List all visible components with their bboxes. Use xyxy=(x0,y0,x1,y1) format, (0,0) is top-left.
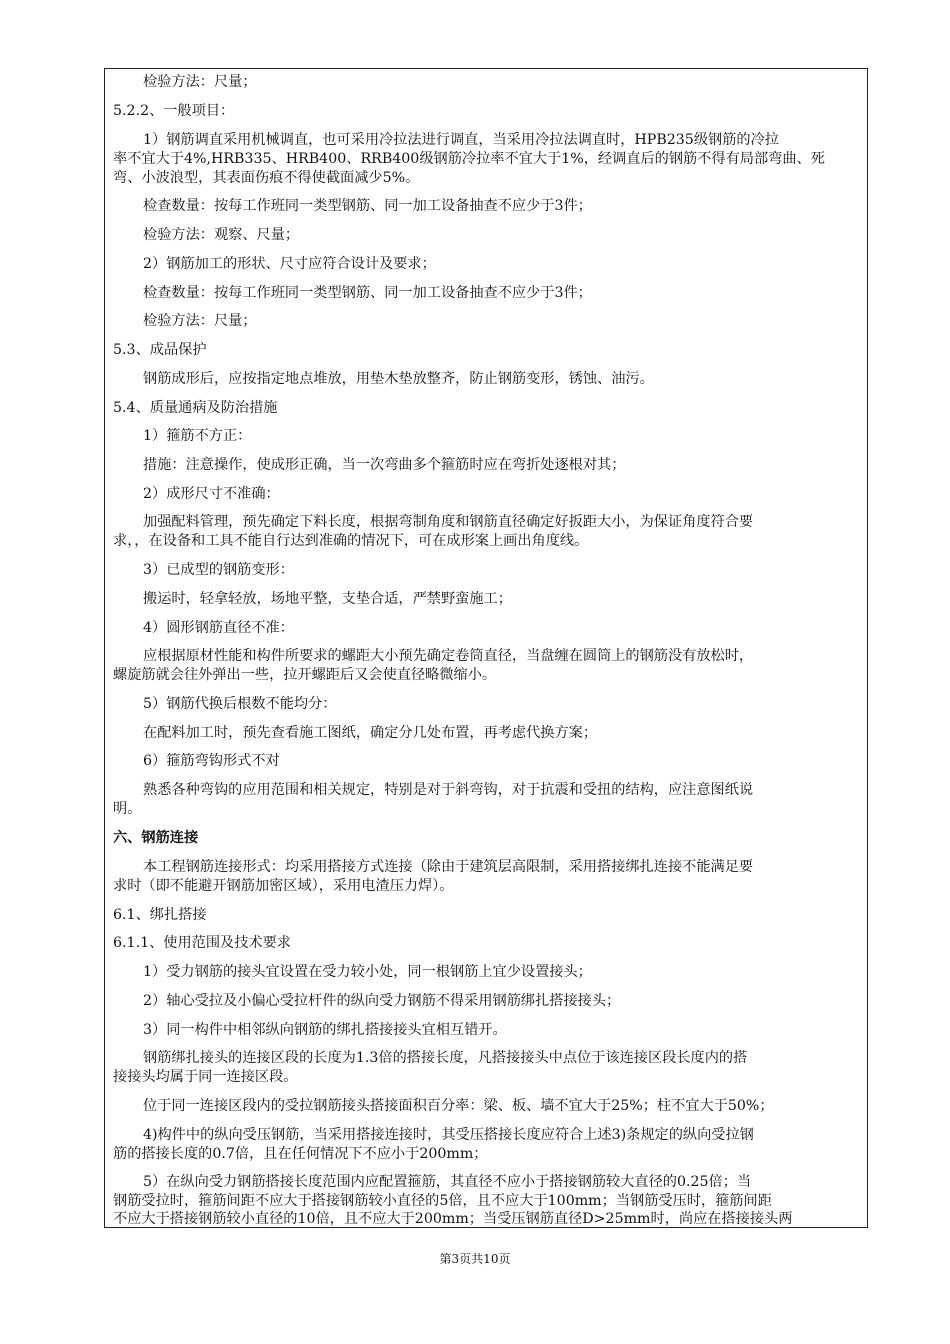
text-line: 1）受力钢筋的接头宜设置在受力较小处，同一根钢筋上宜少设置接头； xyxy=(143,964,592,980)
text-line: 5）钢筋代换后根数不能均分： xyxy=(143,696,337,712)
text-line: 1）钢筋调直采用机械调直，也可采用冷拉法进行调直，当采用冷拉法调直时，HPB235级钢筋的冷拉 xyxy=(143,132,779,148)
text-line: 4）圆形钢筋直径不准： xyxy=(143,620,294,636)
text-line: 6）箍筋弯钩形式不对 xyxy=(143,753,280,769)
text-line: 2）钢筋加工的形状、尺寸应符合设计及要求； xyxy=(143,256,436,272)
section-heading: 5.3、成品保护 xyxy=(113,342,207,358)
text-line: 熟悉各种弯钩的应用范围和相关规定，特别是对于斜弯钩，对于抗震和受扭的结构，应注意图纸说 xyxy=(143,782,754,798)
text-line: 检验方法：尺量； xyxy=(143,313,257,329)
text-line: 1）箍筋不方正： xyxy=(143,428,252,444)
text-line: 钢筋绑扎接头的连接区段的长度为1.3倍的搭接长度，凡搭接接头中点位于该连接区段长度内的搭 xyxy=(143,1050,748,1066)
text-line: 接接头均属于同一连接区段。 xyxy=(113,1069,298,1085)
text-line: 弯、小波浪型，其表面伤痕不得使截面减少5%。 xyxy=(113,170,420,186)
page-footer: 第3页共10页 xyxy=(439,1252,511,1266)
section-heading: 5.2.2、一般项目： xyxy=(113,103,235,119)
text-line: 本工程钢筋连接形式：均采用搭接方式连接（除由于建筑层高限制，采用搭接绑扎连接不能满足要 xyxy=(143,859,754,875)
text-line: 3）已成型的钢筋变形： xyxy=(143,562,294,578)
text-line: 2）轴心受拉及小偏心受拉杆件的纵向受力钢筋不得采用钢筋绑扎搭接接头； xyxy=(143,993,621,1009)
text-line: 在配料加工时，预先查看施工图纸，确定分几处布置，再考虑代换方案； xyxy=(143,725,598,741)
text-line: 检查数量：按每工作班同一类型钢筋、同一加工设备抽查不应少于3件； xyxy=(143,285,592,301)
document-frame xyxy=(104,68,868,1228)
text-line: 螺旋筋就会往外弹出一些，拉开螺距后又会使直径略微缩小。 xyxy=(113,667,497,683)
text-line: 明。 xyxy=(113,801,142,817)
text-line: 求，，在设备和工具不能自行达到准确的情况下，可在成形案上画出角度线。 xyxy=(113,533,589,549)
text-line: 4)构件中的纵向受压钢筋，当采用搭接连接时，其受压搭接长度应符合上述3)条规定的纵向受拉钢 xyxy=(143,1127,754,1143)
text-line: 不应大于搭接钢筋较小直径的10倍，且不应大于200mm；当受压钢筋直径D>25mm时，尚应在搭接接头两 xyxy=(113,1211,793,1227)
text-line: 加强配料管理，预先确定下料长度，根据弯制角度和钢筋直径确定好扳距大小，为保证角度符合要 xyxy=(143,514,754,530)
text-line: 求时（即不能避开钢筋加密区域），采用电渣压力焊）。 xyxy=(113,878,454,894)
text-line: 检验方法：观察、尺量； xyxy=(143,227,300,243)
text-line: 检查数量：按每工作班同一类型钢筋、同一加工设备抽查不应少于3件； xyxy=(143,198,592,214)
text-line: 位于同一连接区段内的受拉钢筋接头搭接面积百分率：梁、板、墙不宜大于25%；柱不宜大于50%； xyxy=(143,1098,774,1114)
text-line: 搬运时，轻拿轻放，场地平整，支垫合适，严禁野蛮施工； xyxy=(143,591,512,607)
section-heading: 5.4、质量通病及防治措施 xyxy=(113,400,278,416)
text-line: 2）成形尺寸不准确： xyxy=(143,486,280,502)
section-heading: 6.1、绑扎搭接 xyxy=(113,907,207,923)
text-line: 5）在纵向受力钢筋搭接长度范围内应配置箍筋，其直径不应小于搭接钢筋较大直径的0.25倍；当 xyxy=(143,1174,752,1190)
text-line: 应根据原材性能和构件所要求的螺距大小预先确定卷筒直径，当盘缠在圆筒上的钢筋没有放松时， xyxy=(143,648,754,664)
text-line: 检验方法：尺量； xyxy=(143,74,257,90)
chapter-heading: 六、钢筋连接 xyxy=(113,830,199,846)
text-line: 筋的搭接长度的0.7倍，且在任何情况下不应小于200mm； xyxy=(113,1146,488,1162)
text-line: 钢筋受拉时，箍筋间距不应大于搭接钢筋较小直径的5倍，且不应大于100mm；当钢筋受压时，箍筋间距 xyxy=(113,1193,772,1209)
text-line: 率不宜大于4%,HRB335、HRB400、RRB400级钢筋冷拉率不宜大于1%，经调直后的钢筋不得有局部弯曲、死 xyxy=(113,151,825,167)
section-heading: 6.1.1、使用范围及技术要求 xyxy=(113,935,291,951)
text-line: 措施：注意操作，使成形正确，当一次弯曲多个箍筋时应在弯折处逐根对其； xyxy=(143,457,626,473)
text-line: 3）同一构件中相邻纵向钢筋的绑扎搭接接头宜相互错开。 xyxy=(143,1022,507,1038)
text-line: 钢筋成形后，应按指定地点堆放，用垫木垫放整齐，防止钢筋变形，锈蚀、油污。 xyxy=(143,371,654,387)
